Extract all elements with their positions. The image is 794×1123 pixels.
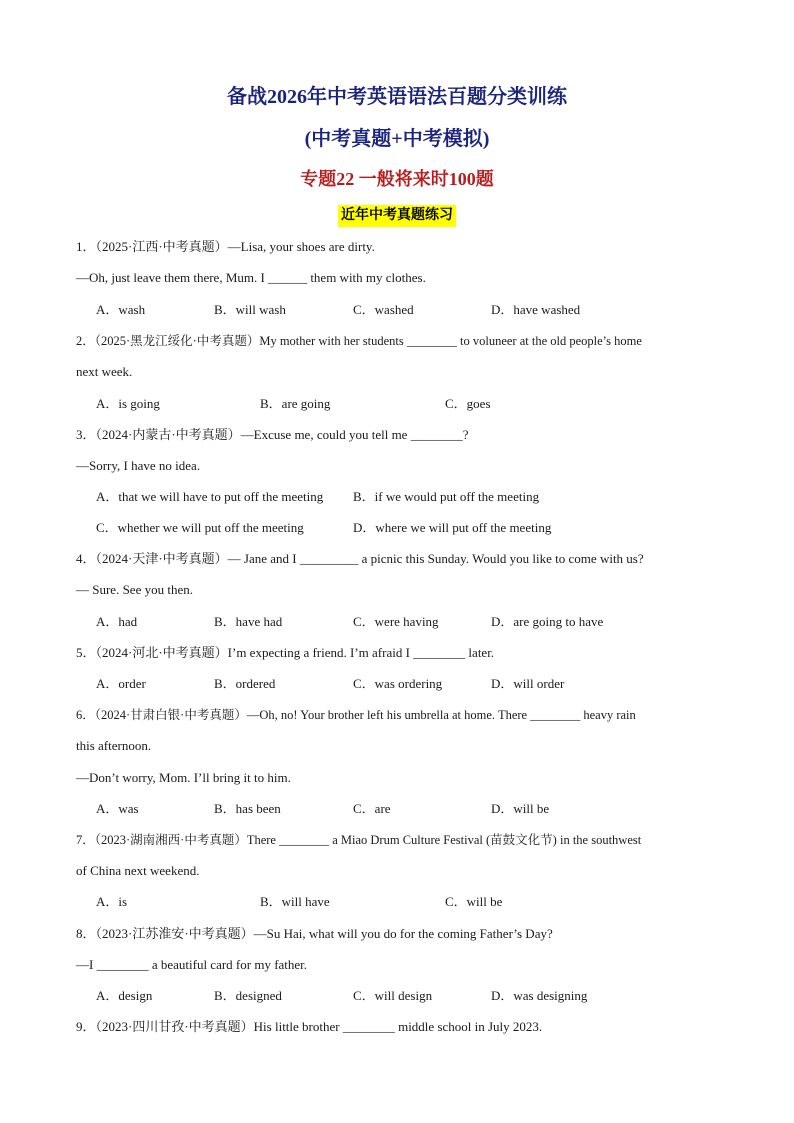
question-1-option-d: D．have washed — [491, 302, 581, 317]
question-5-stem: 5．（2024·河北·中考真题）I’m expecting a friend. I’m afraid I ________ later. — [76, 645, 495, 660]
question-8-option-b: B．designed — [214, 988, 282, 1003]
question-3-option-d: D．where we will put off the meeting — [353, 520, 552, 535]
question-2-option-b: B．are going — [260, 396, 331, 411]
question-2-reply: next week. — [76, 364, 133, 379]
question-2-stem: 2．（2025·黑龙江绥化·中考真题）My mother with her students ________ to voluneer at the old people’s home — [76, 334, 642, 348]
question-4-option-c: C．were having — [353, 614, 439, 629]
question-2-option-a: A．is going — [96, 396, 160, 411]
question-7-reply: of China next weekend. — [76, 863, 200, 878]
question-1-option-a: A．wash — [96, 302, 146, 317]
question-6-option-a: A．was — [96, 801, 139, 816]
question-6-reply: this afternoon. — [76, 738, 152, 753]
question-6-option-b: B．has been — [214, 801, 281, 816]
document-title: 备战2026年中考英语语法百题分类训练 — [227, 86, 567, 108]
question-6-option-c: C．are — [353, 801, 391, 816]
question-7-stem: 7．（2023·湖南湘西·中考真题）There ________ a Miao Drum Culture Festival (苗鼓文化节) in the southwest — [76, 833, 642, 847]
question-6-stem: 6．（2024·甘肃白银·中考真题）—Oh, no! Your brother left his umbrella at home. There ________ heavy rain — [76, 708, 636, 722]
question-3-option-c: C．whether we will put off the meeting — [96, 520, 304, 535]
section-heading-wrap — [0, 205, 794, 227]
question-3-option-a: A．that we will have to put off the meeting — [96, 489, 324, 504]
question-3-option-b: B．if we would put off the meeting — [353, 489, 540, 504]
question-7-option-b: B．will have — [260, 894, 330, 909]
question-5-option-d: D．will order — [491, 676, 565, 691]
question-6-option-d: D．will be — [491, 801, 550, 816]
question-9-stem: 9．（2023·四川甘孜·中考真题）His little brother ________ middle school in July 2023. — [76, 1019, 543, 1034]
question-7-option-c: C．will be — [445, 894, 503, 909]
question-6-reply-2: —Don’t worry, Mom. I’ll bring it to him. — [76, 770, 291, 785]
question-1-stem: 1．（2025·江西·中考真题）—Lisa, your shoes are dirty. — [76, 239, 375, 254]
question-4-stem: 4．（2024·天津·中考真题）— Jane and I _________ a picnic this Sunday. Would you like to come with us? — [76, 551, 644, 566]
question-1-option-c: C．washed — [353, 302, 414, 317]
question-4-reply: — Sure. See you then. — [76, 582, 193, 597]
question-3-reply: —Sorry, I have no idea. — [76, 458, 201, 473]
question-3-stem: 3．（2024·内蒙古·中考真题）—Excuse me, could you tell me ________? — [76, 427, 469, 442]
question-8-option-c: C．will design — [353, 988, 433, 1003]
question-4-option-b: B．have had — [214, 614, 283, 629]
question-8-reply: —I ________ a beautiful card for my father. — [76, 957, 308, 972]
question-8-option-a: A．design — [96, 988, 153, 1003]
question-8-option-d: D．was designing — [491, 988, 588, 1003]
question-5-option-c: C．was ordering — [353, 676, 443, 691]
question-4-option-d: D．are going to have — [491, 614, 604, 629]
section-heading: 近年中考真题练习 — [338, 205, 456, 227]
question-7-option-a: A．is — [96, 894, 128, 909]
question-5-option-b: B．ordered — [214, 676, 276, 691]
question-2-option-c: C．goes — [445, 396, 491, 411]
question-1-option-b: B．will wash — [214, 302, 286, 317]
document-subtitle: (中考真题+中考模拟) — [304, 128, 490, 150]
question-4-option-a: A．had — [96, 614, 138, 629]
question-1-reply: —Oh, just leave them there, Mum. I ______ them with my clothes. — [76, 270, 426, 285]
question-8-stem: 8．（2023·江苏淮安·中考真题）—Su Hai, what will you do for the coming Father’s Day? — [76, 926, 553, 941]
question-5-option-a: A．order — [96, 676, 146, 691]
topic-heading: 专题22 一般将来时100题 — [300, 169, 494, 189]
